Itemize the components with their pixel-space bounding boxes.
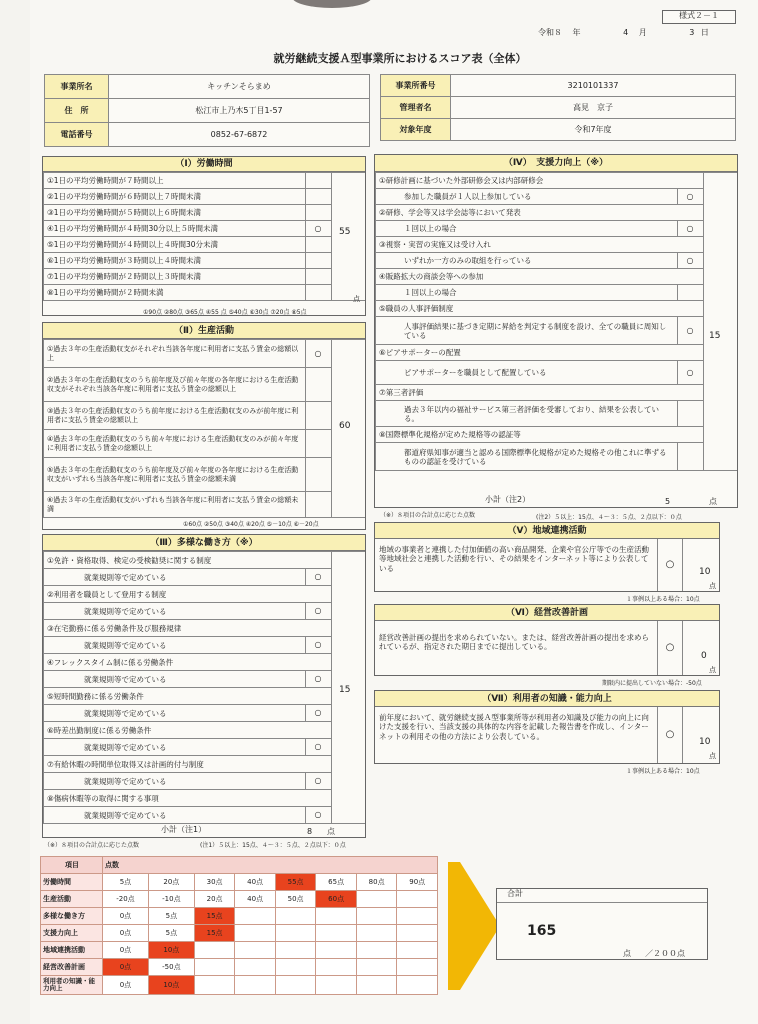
diverse-work-mark: ○: [305, 739, 331, 756]
production-table: [43, 339, 365, 518]
table-row: [376, 443, 738, 471]
score-table-row: [41, 976, 438, 995]
table-row: [44, 790, 366, 807]
table-row: [376, 269, 738, 285]
support-ability-item: ①研修計画に基づいた外部研修会又は内部研修会: [376, 173, 704, 189]
section-support-ability-note-left: （※）８項目の合計点に応じた点数: [380, 512, 476, 519]
support-ability-item: ④販路拡大の商談会等への参加: [376, 269, 704, 285]
work-hours-item: ⑥1日の平均労働時間が３時間以上４時間未満: [44, 253, 306, 269]
work-hours-mark: [305, 269, 331, 285]
score-cell: 15点: [194, 925, 235, 942]
support-ability-score-cell: [703, 173, 737, 471]
camera-shadow: [292, 0, 372, 8]
table-row: [376, 317, 738, 345]
section-work-hours-note: ①90点 ②80点 ③65点 ④55 点 ⑤40点 ⑥30点 ⑦20点 ⑧5点: [143, 309, 307, 316]
score-cell: 5点: [103, 874, 149, 891]
section-support-ability-unit: 点: [709, 497, 717, 506]
score-cell: 0点: [103, 925, 149, 942]
diverse-work-mark: ○: [305, 773, 331, 790]
production-item: ⑥過去３年の生産活動収支がいずれも当該各年度に利用者に支払う賃金の総額未満: [44, 492, 306, 518]
support-ability-item: ⑥ピアサポーターの配置: [376, 345, 704, 361]
table-row: [376, 361, 738, 385]
score-table-row-label: 地域連携活動: [41, 942, 103, 959]
work-hours-item: ④1日の平均労働時間が４時間30分以上５時間未満: [44, 221, 306, 237]
section-production-title: （Ⅱ）生産活動: [43, 323, 365, 339]
section-diverse-work-title: （Ⅲ）多様な働き方（※）: [43, 535, 365, 551]
office-info-right: [380, 74, 736, 141]
score-cell: [356, 942, 397, 959]
score-cell: [397, 908, 438, 925]
diverse-work-mark: ○: [305, 671, 331, 688]
score-cell: 40点: [235, 874, 276, 891]
section-production-note: ①60点 ②50点 ③40点 ④20点 ⑤－10点 ⑥－20点: [183, 521, 319, 528]
score-cell: 65点: [316, 874, 357, 891]
score-cell: [316, 976, 357, 995]
support-ability-subitem: 人事評価結果に基づき定期に昇給を判定する制度を設け、全ての職員に周知している: [376, 317, 678, 345]
support-ability-mark: ○: [677, 317, 703, 345]
table-row: [44, 722, 366, 739]
work-hours-mark: [305, 285, 331, 301]
section-production-score: 60: [339, 421, 351, 431]
number-label: 事業所番号: [381, 75, 451, 97]
diverse-work-item: ③在宅勤務に係る労働条件及び服務規律: [44, 620, 332, 637]
diverse-work-mark: ○: [305, 569, 331, 586]
score-cell: [397, 925, 438, 942]
production-mark: [305, 368, 331, 402]
table-row: [376, 189, 738, 205]
production-mark: [305, 430, 331, 458]
section-work-hours: [42, 156, 366, 316]
score-cell: [194, 976, 235, 995]
support-ability-item: ②研修、学会等又は学会誌等において発表: [376, 205, 704, 221]
score-cell: 15点: [194, 908, 235, 925]
score-cell: -10点: [148, 891, 194, 908]
diverse-work-table: [43, 551, 365, 824]
date-day-unit: 日: [700, 28, 709, 37]
manager-name: 高見 京子: [451, 97, 736, 119]
score-cell: [194, 942, 235, 959]
support-ability-item: ⑧国際標準化規格が定めた規格等の認証等: [376, 427, 704, 443]
section-support-ability-score: 15: [709, 331, 721, 341]
score-cell: 20点: [148, 874, 194, 891]
score-table-header-points: 点数: [103, 857, 438, 874]
date-year-unit: 年: [572, 28, 581, 37]
score-cell: 0点: [103, 942, 149, 959]
section-user-skills: [374, 690, 720, 764]
score-cell: [356, 891, 397, 908]
diverse-work-mark: ○: [305, 603, 331, 620]
support-ability-mark: ○: [677, 361, 703, 385]
diverse-work-item: ⑤短時間勤務に係る労働条件: [44, 688, 332, 705]
table-row: [44, 705, 366, 722]
table-row: [376, 285, 738, 301]
table-row: [44, 620, 366, 637]
section-management-plan-score: 0: [701, 651, 707, 661]
support-ability-subitem: 参加した職員が１人以上参加している: [376, 189, 678, 205]
table-row: [376, 205, 738, 221]
score-cell: [356, 976, 397, 995]
score-cell: [316, 908, 357, 925]
score-cell: [356, 959, 397, 976]
production-item: ①過去３年の生産活動収支がそれぞれ当該各年度に利用者に支払う賃金の総額以上: [44, 340, 306, 368]
office-address: 松江市上乃木5丁目1-57: [109, 99, 370, 123]
support-ability-subitem: １回以上の場合: [376, 285, 678, 301]
section-diverse-work: [42, 534, 366, 838]
table-row: [44, 173, 366, 189]
table-row: [44, 368, 366, 402]
table-row: [44, 654, 366, 671]
table-row: [376, 345, 738, 361]
diverse-work-subitem: 就業規則等で定めている: [44, 705, 306, 722]
score-cell: -50点: [148, 959, 194, 976]
production-mark: ○: [305, 340, 331, 368]
score-cell: [194, 959, 235, 976]
diverse-work-item: ④フレックスタイム制に係る労働条件: [44, 654, 332, 671]
section-user-skills-score: 10: [699, 737, 711, 747]
diverse-work-item: ⑧傷病休暇等の取得に関する事項: [44, 790, 332, 807]
support-ability-subitem: １回以上の場合: [376, 221, 678, 237]
production-item: ⑤過去３年の生産活動収支のうち前年度及び前々年度の各年度における生産活動収支がいずれも当該各年度に利用者に支払う賃金の総額未満: [44, 458, 306, 492]
score-cell: [316, 959, 357, 976]
score-cell: [275, 925, 316, 942]
table-row: [44, 285, 366, 301]
work-hours-mark: ○: [305, 221, 331, 237]
score-cell: [397, 942, 438, 959]
section-user-skills-text: 前年度において、就労継続支援Ａ型事業所等が利用者の知識及び能力の向上に向けた支援を行い、当該支援の具体的な内容を記載した報告書を作成し、インターネットの利用その他の方法により公表している。: [379, 713, 649, 741]
score-cell: 30点: [194, 874, 235, 891]
table-row: [44, 205, 366, 221]
score-sheet-page: [30, 0, 758, 1024]
date-line: [538, 28, 738, 38]
table-row: [44, 552, 366, 569]
table-row: [376, 253, 738, 269]
score-table-row-label: 支援力向上: [41, 925, 103, 942]
diverse-work-mark: ○: [305, 637, 331, 654]
section-work-hours-unit: 点: [353, 295, 360, 303]
date-month: 4: [623, 28, 629, 37]
work-hours-item: ③1日の平均労働時間が５時間以上６時間未満: [44, 205, 306, 221]
diverse-work-subitem: 就業規則等で定めている: [44, 671, 306, 688]
score-table-row-label: 生産活動: [41, 891, 103, 908]
table-row: [44, 458, 366, 492]
score-cell: 60点: [316, 891, 357, 908]
score-table-row-label: 労働時間: [41, 874, 103, 891]
score-table-header-item: 項目: [41, 857, 103, 874]
section-support-ability-subtotal-label: 小計（注2）: [485, 495, 531, 504]
support-ability-mark: ○: [677, 253, 703, 269]
section-support-ability-title: （Ⅳ） 支援力向上（※）: [375, 155, 737, 172]
office-name: キッチンそらまめ: [109, 75, 370, 99]
office-number: 3210101337: [451, 75, 736, 97]
address-label: 住 所: [45, 99, 109, 123]
work-hours-item: ⑧1日の平均労働時間が２時間未満: [44, 285, 306, 301]
section-management-plan-title: （Ⅵ）経営改善計画: [375, 605, 719, 621]
table-row: [44, 739, 366, 756]
diverse-work-item: ⑦有給休暇の時間単位取得又は計画的付与制度: [44, 756, 332, 773]
support-ability-mark: [677, 285, 703, 301]
score-cell: [235, 908, 276, 925]
table-row: [44, 603, 366, 620]
total-unit: 点: [623, 949, 631, 958]
table-row: [44, 688, 366, 705]
score-table-row-label: 多様な働き方: [41, 908, 103, 925]
score-table-row: [41, 908, 438, 925]
score-table-row: [41, 959, 438, 976]
score-table-row-label: 利用者の知識・能力向上: [41, 976, 103, 995]
score-cell: 55点: [275, 874, 316, 891]
score-cell: [316, 942, 357, 959]
score-cell: [397, 891, 438, 908]
score-cell: [397, 976, 438, 995]
score-cell: [275, 942, 316, 959]
support-ability-subitem: ピアサポーターを職員として配置している: [376, 361, 678, 385]
diverse-work-item: ①免許・資格取得、検定の受検勧奨に関する制度: [44, 552, 332, 569]
score-table-row: [41, 891, 438, 908]
diverse-work-subitem: 就業規則等で定めている: [44, 637, 306, 654]
section-regional-collab-note: １事例以上ある場合：10点: [626, 596, 700, 603]
arrow-stem: [448, 862, 460, 990]
table-row: [44, 773, 366, 790]
score-table-row: [41, 942, 438, 959]
work-hours-table: [43, 172, 365, 301]
table-row: [44, 637, 366, 654]
support-ability-mark: ○: [677, 189, 703, 205]
diverse-work-mark: ○: [305, 705, 331, 722]
section-regional-collab-title: （Ⅴ）地域連携活動: [375, 523, 719, 539]
section-regional-collab: [374, 522, 720, 592]
year-label: 対象年度: [381, 119, 451, 141]
score-cell: [397, 959, 438, 976]
score-cell: [356, 925, 397, 942]
work-hours-item: ⑦1日の平均労働時間が２時間以上３時間未満: [44, 269, 306, 285]
diverse-work-subitem: 就業規則等で定めている: [44, 773, 306, 790]
score-cell: [356, 908, 397, 925]
work-hours-mark: [305, 189, 331, 205]
section-user-skills-mark: ○: [657, 707, 683, 763]
office-phone: 0852-67-6872: [109, 123, 370, 147]
section-diverse-work-subtotal-label: 小計（注1）: [161, 825, 207, 834]
support-ability-mark: [677, 443, 703, 471]
section-management-plan-unit: 点: [709, 666, 716, 674]
diverse-work-subitem: 就業規則等で定めている: [44, 569, 306, 586]
score-cell: -20点: [103, 891, 149, 908]
score-cell: [275, 908, 316, 925]
section-support-ability-subtotal: 5: [665, 497, 671, 506]
target-year: 令和7年度: [451, 119, 736, 141]
name-label: 事業所名: [45, 75, 109, 99]
support-ability-subitem: いずれか一方のみの取組を行っている: [376, 253, 678, 269]
support-ability-item: ⑦第三者評価: [376, 385, 704, 401]
score-table-row: [41, 925, 438, 942]
work-hours-mark: [305, 173, 331, 189]
support-ability-subitem: 都道府県知事が適当と認める国際標準化規格が定めた規格その他これに準ずるものの認証を受けている: [376, 443, 678, 471]
score-cell: 10点: [148, 976, 194, 995]
score-cell: 50点: [275, 891, 316, 908]
diverse-work-subitem: 就業規則等で定めている: [44, 603, 306, 620]
work-hours-mark: [305, 205, 331, 221]
table-row: [44, 269, 366, 285]
table-row: [44, 253, 366, 269]
score-cell: 5点: [148, 925, 194, 942]
phone-label: 電話番号: [45, 123, 109, 147]
score-cell: 5点: [148, 908, 194, 925]
score-cell: 90点: [397, 874, 438, 891]
support-ability-item: ③視察・実習の実施又は受け入れ: [376, 237, 704, 253]
page-title: 就労継続支援Ａ型事業所におけるスコア表（全体）: [273, 52, 527, 65]
table-row: [376, 221, 738, 237]
support-ability-subitem: 過去３年以内の福祉サービス第三者評価を受審しており、結果を公表している。: [376, 401, 678, 427]
table-row: [44, 586, 366, 603]
section-regional-collab-mark: ○: [657, 539, 683, 591]
form-number: 様式２－１: [662, 10, 736, 24]
table-row: [376, 427, 738, 443]
total-value: 165: [527, 923, 557, 939]
score-summary-table: [40, 856, 438, 995]
section-management-plan-text: 経営改善計画の提出を求められていない。または、経営改善計画の提出を求められているが、指定された期日までに提出している。: [379, 633, 649, 652]
section-production: [42, 322, 366, 530]
section-user-skills-unit: 点: [709, 752, 716, 760]
support-ability-mark: [677, 401, 703, 427]
table-row: [44, 569, 366, 586]
section-diverse-work-note-left: （※）８項目の合計点に応じた点数: [44, 842, 140, 849]
score-cell: [275, 976, 316, 995]
date-era: 令和８: [538, 28, 562, 37]
manager-label: 管理者名: [381, 97, 451, 119]
work-hours-item: ①1日の平均労働時間が７時間以上: [44, 173, 306, 189]
production-item: ②過去３年の生産活動収支のうち前年度及び前々年度の各年度における生産活動収支がそれぞれ当該各年度に利用者に支払う賃金の総額以上: [44, 368, 306, 402]
work-hours-mark: [305, 237, 331, 253]
table-row: [44, 221, 366, 237]
score-cell: [235, 925, 276, 942]
table-row: [44, 492, 366, 518]
date-day: 3: [689, 28, 695, 37]
production-item: ③過去３年の生産活動収支のうち前年度における生産活動収支のみが前年度に利用者に支払う賃金の総額以上: [44, 402, 306, 430]
diverse-work-item: ⑥時差出勤制度に係る労働条件: [44, 722, 332, 739]
section-regional-collab-score: 10: [699, 567, 711, 577]
total-label: 合計: [497, 889, 707, 903]
support-ability-table: [375, 172, 737, 471]
table-row: [44, 237, 366, 253]
score-cell: [275, 959, 316, 976]
section-management-plan-note: 期限内に提出していない場合：-50点: [602, 680, 702, 687]
score-cell: 0点: [103, 976, 149, 995]
arrow-icon: [460, 862, 500, 990]
support-ability-item: ⑤職員の人事評価制度: [376, 301, 704, 317]
score-table-row-label: 経営改善計画: [41, 959, 103, 976]
table-row: [376, 173, 738, 189]
score-cell: 20点: [194, 891, 235, 908]
diverse-work-subitem: 就業規則等で定めている: [44, 739, 306, 756]
support-ability-mark: ○: [677, 221, 703, 237]
table-row: [376, 385, 738, 401]
diverse-work-subitem: 就業規則等で定めている: [44, 807, 306, 824]
date-month-unit: 月: [638, 28, 647, 37]
section-work-hours-title: （Ⅰ）労働時間: [43, 157, 365, 172]
table-row: [44, 756, 366, 773]
production-mark: [305, 458, 331, 492]
section-diverse-work-note-right: (注1）５以上：15点、４～３：５点、２点以下：０点: [200, 842, 346, 849]
section-regional-collab-unit: 点: [709, 582, 716, 590]
office-info-left: [44, 74, 370, 147]
table-row: [376, 237, 738, 253]
section-diverse-work-subtotal: 8: [307, 827, 313, 836]
table-row: [44, 671, 366, 688]
score-cell: 40点: [235, 891, 276, 908]
score-cell: 10点: [148, 942, 194, 959]
score-cell: [235, 959, 276, 976]
score-cell: [235, 942, 276, 959]
score-cell: 0点: [103, 959, 149, 976]
table-row: [44, 189, 366, 205]
table-row: [44, 340, 366, 368]
score-table-row: [41, 874, 438, 891]
production-item: ④過去３年の生産活動収支のうち前々年度における生産活動収支のみが前々年度に利用者に支払う賃金の総額以上: [44, 430, 306, 458]
production-mark: [305, 402, 331, 430]
section-management-plan: [374, 604, 720, 676]
section-support-ability: [374, 154, 738, 508]
table-row: [376, 401, 738, 427]
section-support-ability-note-right: (注2）５以上：15点、４～３：５点、２点以下：０点: [536, 514, 682, 521]
production-mark: [305, 492, 331, 518]
section-user-skills-note: １事例以上ある場合：10点: [626, 768, 700, 775]
section-user-skills-title: （Ⅶ）利用者の知識・能力向上: [375, 691, 719, 707]
section-regional-collab-text: 地域の事業者と連携した付加価値の高い商品開発、企業や官公庁等での生産活動等地域社会と連携した活動を行い、その結果をインターネット等により公表している: [379, 545, 649, 573]
work-hours-item: ②1日の平均労働時間が６時間以上７時間未満: [44, 189, 306, 205]
diverse-work-item: ②利用者を職員として登用する制度: [44, 586, 332, 603]
section-diverse-work-score: 15: [339, 685, 351, 695]
work-hours-item: ⑤1日の平均労働時間が４時間以上４時間30分未満: [44, 237, 306, 253]
total-max: ／２００点: [645, 949, 685, 958]
score-cell: 80点: [356, 874, 397, 891]
table-row: [44, 402, 366, 430]
table-row: [44, 807, 366, 824]
section-work-hours-score: 55: [339, 227, 351, 237]
score-cell: [235, 976, 276, 995]
score-cell: 0点: [103, 908, 149, 925]
total-box: [496, 888, 708, 960]
section-diverse-work-unit: 点: [327, 827, 335, 836]
work-hours-mark: [305, 253, 331, 269]
score-cell: [316, 925, 357, 942]
diverse-work-mark: ○: [305, 807, 331, 824]
table-row: [44, 430, 366, 458]
table-row: [376, 301, 738, 317]
section-management-plan-mark: ○: [657, 621, 683, 675]
